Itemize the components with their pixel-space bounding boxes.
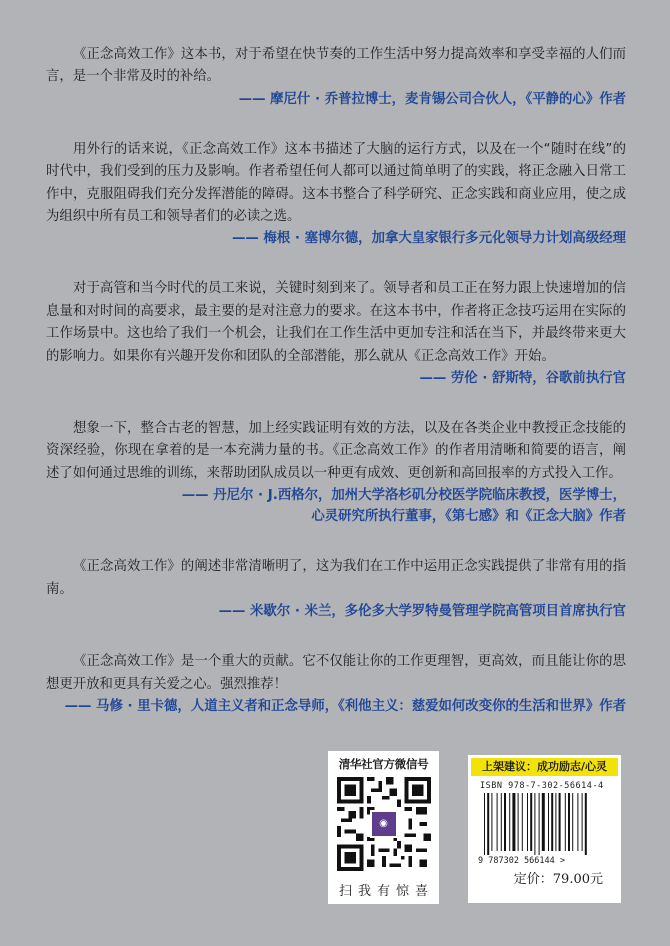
barcode-bar	[491, 793, 492, 851]
blurb-quote: 《正念高效工作》这本书，对于希望在快节奏的工作生活中努力提高效率和享受幸福的人们而言，是一个非常及时的补给。	[46, 47, 626, 85]
blurb-quote: 想象一下，整合古老的智慧，加上经实践证明有效的方法，以及在各类企业中教授正念技能的资深经验，你现在拿着的是一本充满力量的书。《正念高效工作》的作者用清晰和简要的语言，阐述了如何通过思维的训练，来帮助团队成员以一种更有成效、更创新和高回报率的方式投入工作。	[46, 421, 626, 481]
barcode-bar	[539, 793, 540, 855]
blurb-quote: 《正念高效工作》是一个重大的贡献。它不仅能让你的工作更理智，更高效，而且能让你的思想更开放和更具有关爱之心。强烈推荐！	[46, 654, 626, 692]
barcode-bar	[501, 793, 502, 851]
qr-caption: 扫我有惊喜	[338, 884, 434, 899]
barcode-bar	[497, 793, 498, 851]
barcode-bar	[542, 793, 545, 851]
barcode-bar	[548, 793, 549, 851]
price: 定价：79.00元	[513, 872, 603, 887]
blurb-attribution: —— 米歇尔 · 米兰，多伦多大学罗特曼管理学院高管项目首席执行官	[218, 604, 626, 620]
barcode-card	[468, 755, 621, 903]
barcode-icon	[482, 793, 612, 855]
barcode-bar	[585, 793, 587, 855]
isbn-text: ISBN 978-7-302-56614-4	[480, 781, 604, 791]
barcode-bar	[487, 793, 489, 855]
barcode-bar	[527, 793, 528, 851]
blurb-quote: 用外行的话来说，《正念高效工作》这本书描述了大脑的运行方式，以及在一个“随时在线”的时代中，我们受到的压力及影响。作者希望任何人都可以通过简单明了的实践，将正念融入日常工作中，克服阻碍我们充分发挥潜能的障碍。这本书整合了科学研究、正念实践和商业应用，使之成为组织中所有员工和领导者们的必读之选。	[46, 141, 626, 225]
barcode-bar	[568, 793, 570, 851]
blurb-attribution: —— 马修 · 里卡德，人道主义者和正念导师，《利他主义：慈爱如何改变你的生活和世界》作者	[64, 698, 626, 714]
barcode-bar	[559, 793, 561, 851]
barcode-bar	[530, 793, 532, 851]
qr-title: 清华社官方微信号	[338, 757, 429, 771]
tsinghua-press-logo-icon: ◉	[370, 810, 398, 838]
blurb-attribution: —— 劳伦 · 舒斯特，谷歌前执行官	[419, 371, 626, 387]
barcode-bar	[518, 793, 519, 851]
wechat-qr-card	[328, 751, 439, 904]
barcode-bar	[555, 793, 556, 851]
blurb-attribution: —— 摩尼什 · 乔普拉博士，麦肯锡公司合伙人，《平静的心》作者	[238, 91, 626, 107]
blurb-quote: 对于高管和当今时代的员工来说，关键时刻到来了。领导者和员工正在努力跟上快速增加的信息量和对时间的高要求，最主要的是对注意力的要求。在这本书中，作者将正念技巧运用在实际的工作场景中。这也给了我们一个机会，让我们在工作生活中更加专注和活在当下，并最终带来更大的影响力。如果你有兴趣开发你和团队的全部潜能，那么就从《正念高效工作》开始。	[46, 281, 626, 364]
barcode-bar	[522, 793, 523, 851]
barcode-bar	[572, 793, 573, 851]
barcode-bar	[504, 793, 506, 851]
shelf-suggestion: 上架建议：成功励志/心灵	[471, 758, 618, 776]
qr-code[interactable]	[337, 777, 431, 871]
barcode-bar	[565, 793, 566, 851]
barcode-bar	[509, 793, 510, 851]
blurb-quote: 《正念高效工作》的阐述非常清晰明了，这为我们在工作中运用正念实践提供了非常有用的指南。	[46, 559, 626, 597]
barcode-bar	[484, 793, 485, 855]
barcode-digits: 9 787302 566144 >	[478, 856, 565, 866]
endorsements	[46, 44, 626, 717]
barcode-bar	[512, 793, 515, 851]
barcode-bar	[582, 793, 583, 851]
blurb-attribution: —— 梅根 · 塞博尔德，加拿大皇家银行多元化领导力计划高级经理	[231, 231, 626, 247]
barcode-bar	[551, 793, 553, 851]
barcode-bar	[534, 793, 535, 855]
blurb-attribution: —— 丹尼尔 · J.西格尔，加州大学洛杉矶分校医学院临床教授，医学博士， 心灵研究所执行董事，《第七感》和《正念大脑》作者	[181, 488, 626, 525]
barcode-bar	[577, 793, 578, 851]
barcode-bars	[482, 793, 612, 855]
